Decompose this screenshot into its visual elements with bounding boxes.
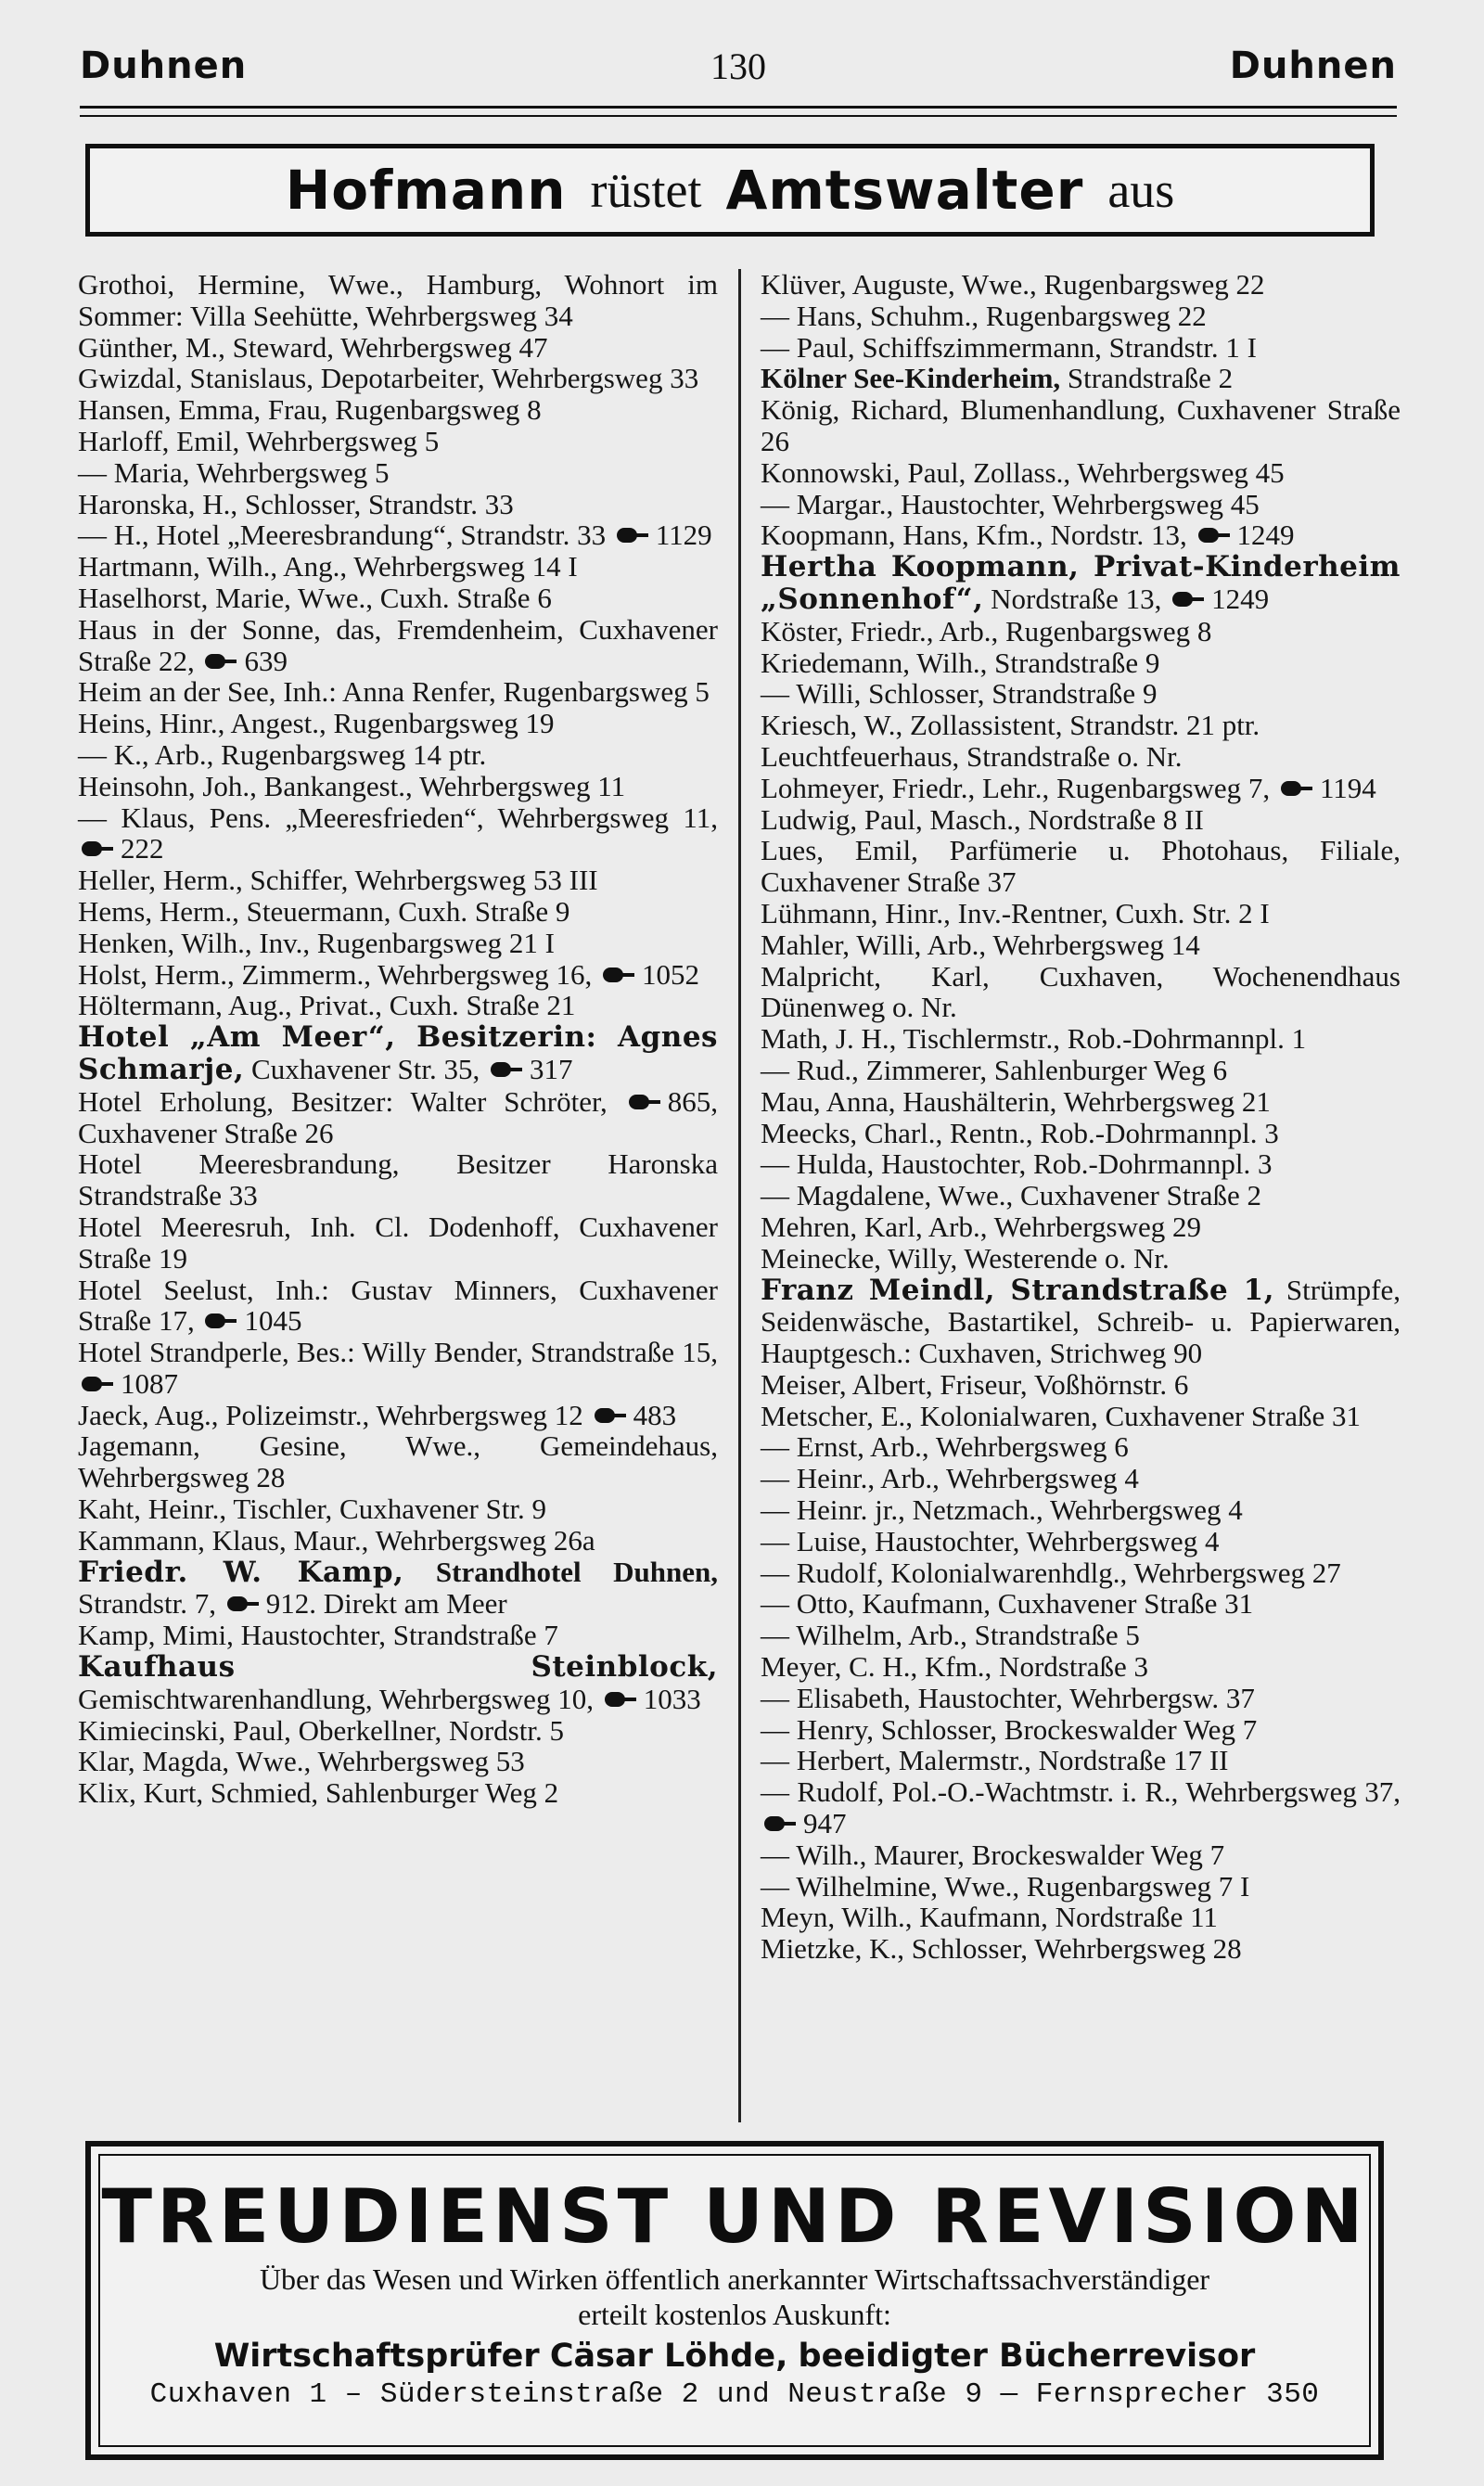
column-divider xyxy=(738,269,741,2122)
entry-text: Haronska, H., Schlosser, Strandstr. 33 xyxy=(78,487,514,520)
entry-text: — Paul, Schiffszimmermann, Strandstr. 1 I xyxy=(761,330,1257,364)
directory-entry xyxy=(78,928,718,959)
telephone-icon xyxy=(1281,781,1312,796)
entry-text: Heller, Herm., Schiffer, Wehrbergsweg 53 III xyxy=(78,864,598,897)
entry-text: Konnowski, Paul, Zollass., Wehrbergsweg 45 xyxy=(761,455,1285,489)
entry-text: — Magdalene, Wwe., Cuxhavener Straße 2 xyxy=(761,1179,1262,1212)
directory-entry xyxy=(78,1211,718,1275)
directory-entry xyxy=(761,1023,1401,1055)
entry-text: Nordstraße 13, xyxy=(991,582,1162,615)
entry-text: — Margar., Haustochter, Wehrbergsweg 45 xyxy=(761,487,1260,520)
telephone-icon xyxy=(605,1692,636,1707)
entry-bold-name: Strandhotel Duhnen, xyxy=(435,1555,718,1588)
entry-text: — Hulda, Haustochter, Rob.-Dohrmannpl. 3 xyxy=(761,1147,1273,1181)
entry-text: — Rud., Zimmerer, Sahlenburger Weg 6 xyxy=(761,1053,1228,1086)
telephone-number: 1033 xyxy=(643,1682,701,1715)
telephone-number: 912 xyxy=(265,1587,310,1621)
telephone-number: 865 xyxy=(667,1084,711,1118)
entry-text: Klar, Magda, Wwe., Wehrbergsweg 53 xyxy=(78,1745,525,1778)
telephone-number: 1194 xyxy=(1319,771,1376,804)
directory-entry xyxy=(761,710,1401,741)
directory-entry xyxy=(761,773,1401,804)
ad-object: Amtswalter xyxy=(725,159,1084,222)
directory-entry xyxy=(761,1651,1401,1683)
directory-entry xyxy=(761,1401,1401,1432)
entry-text: Heinsohn, Joh., Bankangest., Wehrbergsweg 11 xyxy=(78,769,626,802)
telephone-icon xyxy=(617,528,648,543)
directory-entry xyxy=(761,1148,1401,1180)
ad-title: beeidigter Bücherrevisor xyxy=(798,2338,1256,2375)
entry-text: Lues, Emil, Parfümerie u. Photohaus, Filiale, Cuxhavener Straße 37 xyxy=(761,834,1401,899)
entry-text: Cuxhavener Str. 35, xyxy=(251,1052,480,1085)
entry-text: — H., Hotel „Meeresbrandung“, Strandstr. 33 xyxy=(78,519,607,552)
telephone-number: 483 xyxy=(633,1398,677,1431)
entry-text: Hotel Seelust, Inh.: Gustav Minners, Cuxhavener Straße 17, xyxy=(78,1273,718,1338)
entry-text: Jagemann, Gesine, Wwe., Gemeindehaus, Wehrbergsweg 28 xyxy=(78,1429,718,1494)
entry-text: Hotel Meeresbrandung, Besitzer Haronska Strandstraße 33 xyxy=(78,1147,718,1212)
directory-entry xyxy=(761,1776,1401,1839)
entry-display-name: Franz Meindl, Strandstraße 1, xyxy=(761,1273,1275,1307)
directory-entry xyxy=(761,301,1401,332)
telephone-icon xyxy=(227,1596,259,1611)
ad-name: Cäsar Löhde, xyxy=(549,2338,788,2375)
running-head-right: Duhnen xyxy=(1229,45,1397,87)
directory-entry xyxy=(78,1557,718,1621)
ad-verb: rüstet xyxy=(590,162,702,218)
directory-entry xyxy=(78,1777,718,1809)
directory-entry xyxy=(761,269,1401,301)
directory-entry xyxy=(761,678,1401,710)
directory-entry xyxy=(78,739,718,771)
entry-text: — Maria, Wehrbergsweg 5 xyxy=(78,455,390,489)
directory-entry xyxy=(78,959,718,991)
entry-text: — Wilhelm, Arb., Strandstraße 5 xyxy=(761,1619,1140,1652)
entry-text: Strandstr. 7, xyxy=(78,1587,216,1621)
entry-text: Kamp, Mimi, Haustochter, Strandstraße 7 xyxy=(78,1619,558,1652)
entry-text: König, Richard, Blumenhandlung, Cuxhavener Straße 26 xyxy=(761,393,1401,457)
running-head xyxy=(80,43,1397,89)
entry-text: Metscher, E., Kolonialwaren, Cuxhavener Straße 31 xyxy=(761,1399,1361,1432)
running-head-left: Duhnen xyxy=(80,45,248,87)
entry-text: Mehren, Karl, Arb., Wehrbergsweg 29 xyxy=(761,1210,1202,1243)
telephone-icon xyxy=(764,1816,796,1831)
directory-entry xyxy=(78,1525,718,1557)
entry-text: — Heinr., Arb., Wehrbergsweg 4 xyxy=(761,1462,1139,1495)
directory-entry xyxy=(78,1715,718,1747)
entry-text: Jaeck, Aug., Polizeimstr., Wehrbergsweg 12 xyxy=(78,1398,583,1431)
entry-text: Klix, Kurt, Schmied, Sahlenburger Weg 2 xyxy=(78,1776,559,1810)
entry-text: Malpricht, Karl, Cuxhaven, Wochenendhaus Dünenweg o. Nr. xyxy=(761,959,1401,1024)
directory-entry xyxy=(78,457,718,489)
directory-entry xyxy=(78,1337,718,1400)
entry-text: — Rudolf, Pol.-O.-Wachtmstr. i. R., Wehrbergsweg 37, xyxy=(761,1775,1401,1809)
directory-entry xyxy=(761,1683,1401,1714)
entry-text: Günther, M., Steward, Wehrbergsweg 47 xyxy=(78,330,548,364)
directory-entry xyxy=(78,1651,718,1715)
directory-entry xyxy=(761,1369,1401,1401)
directory-entry xyxy=(761,1714,1401,1746)
entry-text: Lühmann, Hinr., Inv.-Rentner, Cuxh. Str. 2 I xyxy=(761,896,1270,929)
directory-entry xyxy=(761,1839,1401,1871)
directory-entry xyxy=(78,1430,718,1493)
entry-text: Holst, Herm., Zimmerm., Wehrbergsweg 16, xyxy=(78,957,593,991)
directory-entry xyxy=(761,929,1401,961)
directory-entry xyxy=(761,1902,1401,1933)
directory-entry xyxy=(761,898,1401,929)
directory-entry xyxy=(761,741,1401,773)
directory-entry xyxy=(761,1620,1401,1651)
directory-entry xyxy=(78,1275,718,1338)
directory-entry xyxy=(761,647,1401,679)
entry-text: Köster, Friedr., Arb., Rugenbargsweg 8 xyxy=(761,614,1212,647)
directory-entry xyxy=(78,676,718,708)
entry-text: — Elisabeth, Haustochter, Wehrbergsw. 37 xyxy=(761,1681,1255,1714)
directory-entry xyxy=(78,896,718,928)
directory-entry xyxy=(78,614,718,677)
directory-entry xyxy=(78,1086,718,1149)
entry-text: Math, J. H., Tischlermstr., Rob.-Dohrmannpl. 1 xyxy=(761,1022,1307,1056)
telephone-number: 1052 xyxy=(642,957,700,991)
telephone-number: 639 xyxy=(244,644,288,677)
entry-text: — K., Arb., Rugenbargsweg 14 ptr. xyxy=(78,737,487,771)
entry-text: — Rudolf, Kolonialwarenhdlg., Wehrbergsweg 27 xyxy=(761,1556,1341,1589)
entry-text: Höltermann, Aug., Privat., Cuxh. Straße 21 xyxy=(78,989,576,1022)
telephone-number: 317 xyxy=(530,1052,573,1085)
directory-entry xyxy=(761,1557,1401,1589)
directory-entry xyxy=(78,551,718,583)
entry-text: Meyer, C. H., Kfm., Nordstraße 3 xyxy=(761,1650,1149,1684)
advertisement-bottom xyxy=(85,2141,1384,2460)
directory-entry xyxy=(761,1871,1401,1903)
telephone-number: 1045 xyxy=(244,1304,302,1338)
entry-text: Strandstraße 2 xyxy=(1067,362,1234,395)
directory-entry xyxy=(761,519,1401,551)
ad-role: Wirtschaftsprüfer xyxy=(213,2338,540,2375)
directory-entry xyxy=(78,583,718,614)
directory-entry xyxy=(761,1118,1401,1149)
telephone-icon xyxy=(491,1062,522,1077)
telephone-icon xyxy=(603,967,634,982)
entry-text: Klüver, Auguste, Wwe., Rugenbargsweg 22 xyxy=(761,268,1265,301)
telephone-number: 1129 xyxy=(655,519,712,552)
ad-line-1: Über das Wesen und Wirken öffentlich anerkannter Wirtschaftssachverständiger xyxy=(259,2262,1210,2296)
entry-text: — Herbert, Malermstr., Nordstraße 17 II xyxy=(761,1744,1229,1777)
ad-contact-line xyxy=(100,2336,1369,2377)
entry-text: Hansen, Emma, Frau, Rugenbargsweg 8 xyxy=(78,393,542,427)
directory-entry xyxy=(78,1620,718,1651)
entry-text: Strümpfe, Seidenwäsche, Bastartikel, Schreib- u. Papierwaren, Hauptgesch.: Cuxhaven, Strichweg 90 xyxy=(761,1273,1401,1370)
directory-entry xyxy=(761,804,1401,836)
directory-entry xyxy=(761,1086,1401,1118)
directory-entry xyxy=(761,1180,1401,1211)
entry-text: — Willi, Schlosser, Strandstraße 9 xyxy=(761,677,1158,711)
entry-text: — Klaus, Pens. „Meeresfrieden“, Wehrbergsweg 11, xyxy=(78,801,718,834)
entry-text: Leuchtfeuerhaus, Strandstraße o. Nr. xyxy=(761,739,1183,773)
ad-brand: Hofmann xyxy=(285,159,567,222)
directory-entry xyxy=(78,771,718,802)
telephone-icon xyxy=(205,654,237,669)
entry-display-name: Hertha Koopmann, Privat-Kinderheim „Sonnenhof“, xyxy=(761,550,1401,616)
directory-entry xyxy=(761,1463,1401,1494)
entry-text: — Hans, Schuhm., Rugenbargsweg 22 xyxy=(761,299,1207,332)
entry-text: Kammann, Klaus, Maur., Wehrbergsweg 26a xyxy=(78,1523,595,1557)
entry-text: Gemischtwarenhandlung, Wehrbergsweg 10, xyxy=(78,1682,594,1715)
directory-entry xyxy=(78,1493,718,1525)
entry-text: Grothoi, Hermine, Wwe., Hamburg, Wohnort im Sommer: Villa Seehütte, Wehrbergsweg 34 xyxy=(78,268,718,332)
directory-entry xyxy=(761,1745,1401,1776)
entry-text: Kaht, Heinr., Tischler, Cuxhavener Str. 9 xyxy=(78,1493,547,1526)
directory-entry xyxy=(761,835,1401,898)
directory-entry xyxy=(761,961,1401,1024)
entry-text: Meecks, Charl., Rentn., Rob.-Dohrmannpl. 3 xyxy=(761,1116,1279,1149)
telephone-icon xyxy=(1198,528,1230,543)
directory-entry xyxy=(78,363,718,394)
directory-entry xyxy=(78,394,718,426)
entry-text: Heins, Hinr., Angest., Rugenbargsweg 19 xyxy=(78,707,555,740)
directory-entry xyxy=(78,269,718,332)
telephone-number: 1249 xyxy=(1211,582,1270,615)
telephone-number: 1087 xyxy=(121,1366,178,1400)
entry-display-name: Kaufhaus Steinblock, xyxy=(78,1650,718,1685)
entry-text-after: . Direkt am Meer xyxy=(309,1587,507,1621)
directory-entry xyxy=(78,802,718,865)
entry-text: Meyn, Wilh., Kaufmann, Nordstraße 11 xyxy=(761,1901,1218,1934)
entry-text: Harloff, Emil, Wehrbergsweg 5 xyxy=(78,424,440,457)
ad-headline: TREUDIENST UND REVISION xyxy=(101,2173,1368,2260)
entry-text: — Luise, Haustochter, Wehrbergsweg 4 xyxy=(761,1524,1220,1557)
entry-text: Mahler, Willi, Arb., Wehrbergsweg 14 xyxy=(761,928,1200,961)
entry-bold-name: Kölner See-Kinderheim, xyxy=(761,362,1061,395)
ad-line-2: erteilt kostenlos Auskunft: xyxy=(578,2298,891,2331)
entry-text: Hartmann, Wilh., Ang., Wehrbergsweg 14 I xyxy=(78,550,578,583)
telephone-number: 222 xyxy=(121,832,164,865)
telephone-icon xyxy=(595,1408,626,1423)
directory-entry xyxy=(761,457,1401,489)
directory-entry xyxy=(761,394,1401,457)
ad-address: Cuxhaven 1 – Südersteinstraße 2 und Neustraße 9 — Fernsprecher 350 xyxy=(149,2378,1320,2411)
telephone-icon xyxy=(82,841,113,856)
directory-entry xyxy=(761,363,1401,394)
ad-inner-frame xyxy=(98,2154,1371,2447)
directory-entry xyxy=(761,1243,1401,1275)
entry-text: — Ernst, Arb., Wehrbergsweg 6 xyxy=(761,1430,1129,1464)
directory-entry xyxy=(78,1021,718,1086)
entry-text-after: , Cuxhavener Straße 26 xyxy=(78,1084,718,1149)
entry-text: Meinecke, Willy, Westerende o. Nr. xyxy=(761,1241,1170,1275)
directory-entry xyxy=(78,519,718,551)
entry-text: Hotel Meeresruh, Inh. Cl. Dodenhoff, Cuxhavener Straße 19 xyxy=(78,1210,718,1275)
directory-entry xyxy=(78,865,718,896)
entry-text: Hems, Herm., Steuermann, Cuxh. Straße 9 xyxy=(78,894,570,928)
entry-display-name: Hotel „Am Meer“, Besitzerin: Agnes Schmarje, xyxy=(78,1020,718,1086)
entry-text: Kriedemann, Wilh., Strandstraße 9 xyxy=(761,646,1160,679)
entry-text: Hotel Strandperle, Bes.: Willy Bender, Strandstraße 15, xyxy=(78,1336,718,1369)
directory-entry xyxy=(78,708,718,739)
entry-text: Haus in der Sonne, das, Fremdenheim, Cuxhavener Straße 22, xyxy=(78,612,718,677)
directory-entry xyxy=(78,332,718,364)
directory-entry xyxy=(761,616,1401,647)
entry-text: Ludwig, Paul, Masch., Nordstraße 8 II xyxy=(761,802,1204,836)
entry-text: Kimiecinski, Paul, Oberkellner, Nordstr. 5 xyxy=(78,1713,564,1747)
directory-entry xyxy=(761,1494,1401,1526)
telephone-number: 1249 xyxy=(1236,519,1295,552)
directory-entry xyxy=(761,489,1401,520)
directory-entry xyxy=(761,1526,1401,1557)
telephone-icon xyxy=(82,1377,113,1391)
directory-entry xyxy=(761,1588,1401,1620)
directory-entry xyxy=(78,1746,718,1777)
telephone-icon xyxy=(629,1095,660,1109)
telephone-icon xyxy=(205,1313,237,1328)
header-rule xyxy=(80,106,1397,117)
entry-text: Lohmeyer, Friedr., Lehr., Rugenbargsweg 7, xyxy=(761,771,1271,804)
directory-column-left xyxy=(78,269,718,1809)
directory-entry xyxy=(78,489,718,520)
telephone-number: 947 xyxy=(803,1807,847,1840)
entry-text: Heim an der See, Inh.: Anna Renfer, Rugenbargsweg 5 xyxy=(78,675,710,709)
directory-entry xyxy=(78,990,718,1021)
entry-text: Gwizdal, Stanislaus, Depotarbeiter, Wehrbergsweg 33 xyxy=(78,362,699,395)
directory-entry xyxy=(761,1211,1401,1243)
entry-text: Mau, Anna, Haushälterin, Wehrbergsweg 21 xyxy=(761,1084,1271,1118)
entry-text: — Henry, Schlosser, Brockeswalder Weg 7 xyxy=(761,1712,1258,1746)
advertisement-top xyxy=(85,144,1375,237)
entry-text: — Wilh., Maurer, Brockeswalder Weg 7 xyxy=(761,1838,1225,1871)
entry-text: Mietzke, K., Schlosser, Wehrbergsweg 28 xyxy=(761,1932,1242,1966)
entry-text: Meiser, Albert, Friseur, Voßhörnstr. 6 xyxy=(761,1367,1189,1401)
entry-text: — Wilhelmine, Wwe., Rugenbargsweg 7 I xyxy=(761,1869,1250,1903)
directory-entry xyxy=(78,1400,718,1431)
page-number: 130 xyxy=(710,45,766,87)
telephone-icon xyxy=(1172,592,1204,607)
directory-entry xyxy=(761,551,1401,616)
entry-text: Haselhorst, Marie, Wwe., Cuxh. Straße 6 xyxy=(78,581,552,614)
directory-entry xyxy=(761,1275,1401,1369)
directory-entry xyxy=(761,1933,1401,1965)
directory-entry xyxy=(78,426,718,457)
directory-entry xyxy=(78,1148,718,1211)
entry-text: — Otto, Kaufmann, Cuxhavener Straße 31 xyxy=(761,1587,1254,1621)
entry-text: — Heinr. jr., Netzmach., Wehrbergsweg 4 xyxy=(761,1493,1243,1527)
entry-display-name: Friedr. W. Kamp, xyxy=(78,1555,404,1589)
entry-text: Kriesch, W., Zollassistent, Strandstr. 21 ptr. xyxy=(761,709,1260,742)
ad-tail: aus xyxy=(1107,162,1175,218)
directory-entry xyxy=(761,332,1401,364)
entry-text: Henken, Wilh., Inv., Rugenbargsweg 21 I xyxy=(78,926,555,959)
directory-entry xyxy=(761,1055,1401,1086)
entry-text: Koopmann, Hans, Kfm., Nordstr. 13, xyxy=(761,519,1187,552)
directory-column-right xyxy=(761,269,1401,1965)
entry-text: Hotel Erholung, Besitzer: Walter Schröter, xyxy=(78,1084,608,1118)
directory-entry xyxy=(761,1431,1401,1463)
